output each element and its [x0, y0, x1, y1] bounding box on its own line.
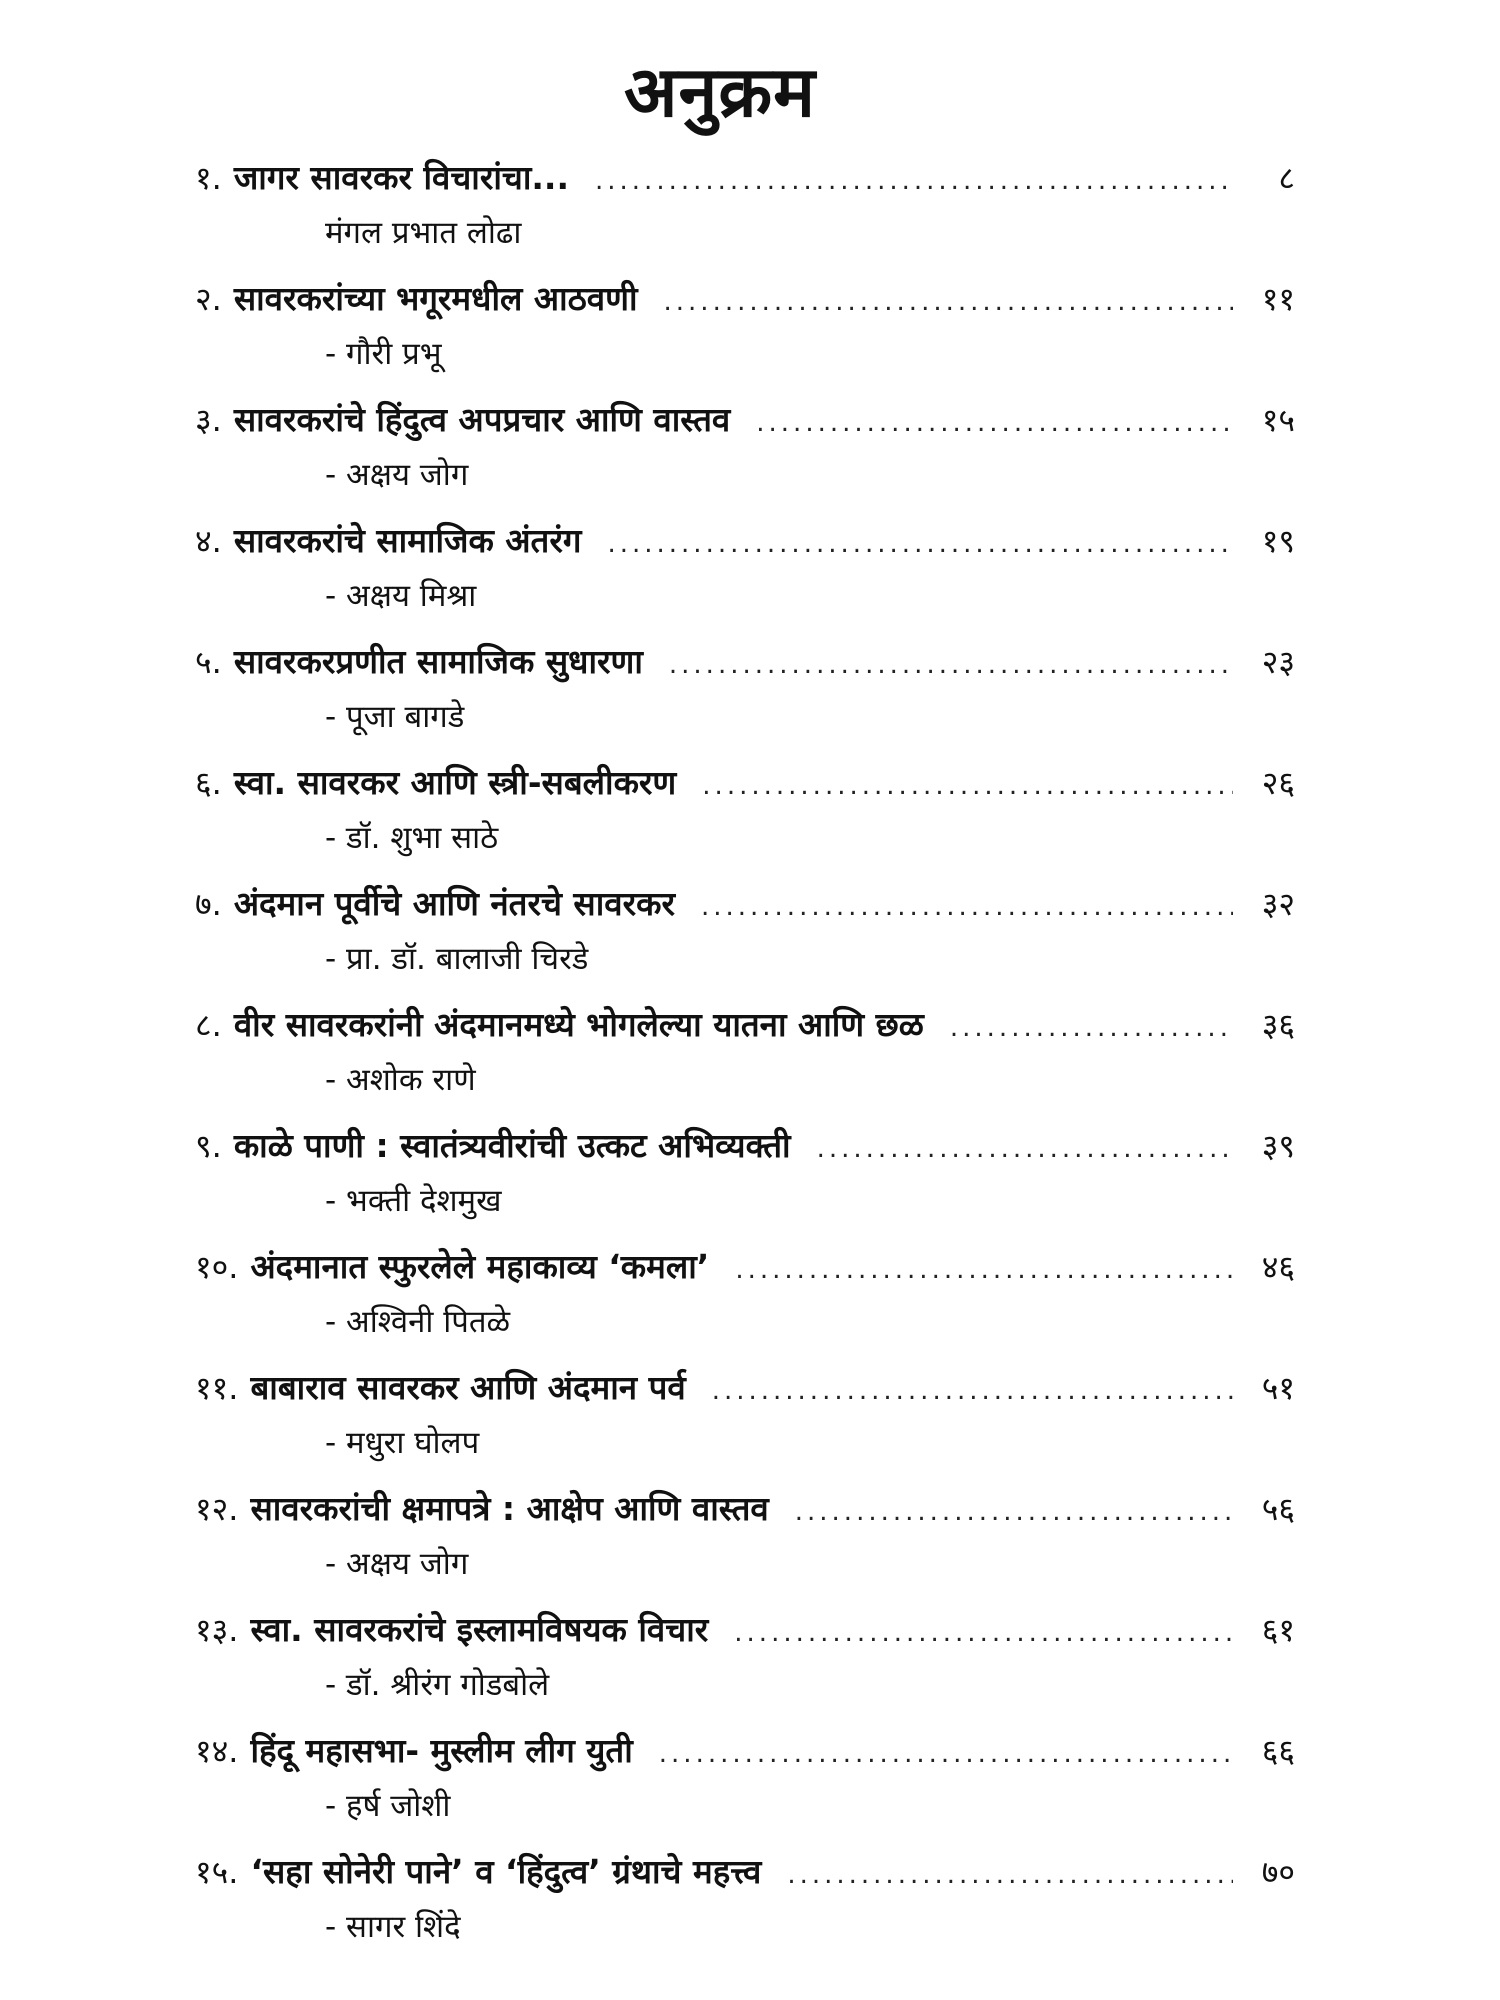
toc-entry: [195, 1723, 1295, 1844]
toc-entry: [195, 755, 1295, 876]
entry-number: १५.: [195, 1853, 239, 1891]
dot-leader: [735, 1242, 1233, 1298]
entry-author: - भक्ती देशमुख: [325, 1183, 502, 1219]
entry-author: - सागर शिंदे: [325, 1909, 461, 1945]
entry-number: ८.: [195, 1006, 222, 1044]
entry-number: ४.: [195, 522, 222, 560]
toc-entry: [195, 1481, 1295, 1602]
toc-entry: [195, 997, 1295, 1118]
entry-author: - मधुरा घोलप: [325, 1425, 480, 1461]
entry-title: स्वा. सावरकर आणि स्त्री-सबलीकरण: [233, 763, 677, 802]
toc-entry: [195, 1360, 1295, 1481]
entry-title: स्वा. सावरकरांचे इस्लामविषयक विचार: [250, 1610, 709, 1649]
entry-page-number: २६: [1261, 764, 1295, 802]
entry-page-number: १५: [1261, 401, 1295, 439]
dot-leader: [817, 1121, 1233, 1177]
toc-entry-line: [195, 513, 1295, 569]
entry-number: १.: [195, 159, 222, 197]
dot-leader: [795, 1484, 1233, 1540]
dot-leader: [712, 1363, 1233, 1419]
dot-leader: [701, 879, 1233, 935]
toc-entry: [195, 1118, 1295, 1239]
entry-number: १२.: [195, 1490, 239, 1528]
entry-page-number: १९: [1261, 522, 1295, 560]
entry-author: - डॉ. श्रीरंग गोडबोले: [325, 1667, 550, 1703]
dot-leader: [734, 1605, 1233, 1661]
entry-page-number: ६१: [1261, 1611, 1295, 1649]
toc-entry-line: [195, 1602, 1295, 1658]
entry-number: ६.: [195, 764, 222, 802]
entry-title: सावरकरांच्या भगूरमधील आठवणी: [233, 279, 638, 318]
entry-title: सावरकरांचे सामाजिक अंतरंग: [233, 521, 582, 560]
toc-entry-line: [195, 1723, 1295, 1779]
toc-entry-line: [195, 1360, 1295, 1416]
toc-entry-line: [195, 997, 1295, 1053]
toc-entry: [195, 876, 1295, 997]
toc-entry: [195, 150, 1295, 271]
entry-author: - अश्विनी पितळे: [325, 1304, 511, 1340]
dot-leader: [950, 1000, 1233, 1056]
entry-page-number: ३२: [1261, 885, 1295, 923]
entry-number: ५.: [195, 643, 222, 681]
toc-entry: [195, 1844, 1295, 1965]
entry-number: ११.: [195, 1369, 239, 1407]
entry-page-number: ३६: [1261, 1006, 1295, 1044]
entry-title: बाबाराव सावरकर आणि अंदमान पर्व: [250, 1368, 686, 1407]
entry-author: - पूजा बागडे: [325, 699, 465, 735]
entry-title: सावरकरांची क्षमापत्रे : आक्षेप आणि वास्तव: [250, 1489, 769, 1528]
toc-entry: [195, 1602, 1295, 1723]
entry-author: मंगल प्रभात लोढा: [325, 215, 522, 251]
dot-leader: [756, 395, 1233, 451]
toc-entry-line: [195, 1844, 1295, 1900]
toc-entry-line: [195, 271, 1295, 327]
dot-leader: [664, 274, 1233, 330]
entry-page-number: ५१: [1261, 1369, 1295, 1407]
entry-page-number: ३९: [1261, 1127, 1295, 1165]
toc-entry: [195, 392, 1295, 513]
entry-number: २.: [195, 280, 222, 318]
entry-title: वीर सावरकरांनी अंदमानमध्ये भोगलेल्या यातना आणि छळ: [233, 1005, 924, 1044]
dot-leader: [595, 153, 1233, 209]
entry-author: - गौरी प्रभू: [325, 336, 442, 372]
entry-author: - अक्षय मिश्रा: [325, 578, 477, 614]
entry-number: ७.: [195, 885, 222, 923]
toc-entry-line: [195, 1239, 1295, 1295]
entry-number: १४.: [195, 1732, 239, 1770]
entry-title: जागर सावरकर विचारांचा...: [233, 158, 569, 197]
toc-entry: [195, 271, 1295, 392]
entry-number: ३.: [195, 401, 222, 439]
toc-entry: [195, 634, 1295, 755]
entry-number: १३.: [195, 1611, 239, 1649]
toc-entry-line: [195, 634, 1295, 690]
toc-entry-line: [195, 392, 1295, 448]
entry-number: ९.: [195, 1127, 222, 1165]
entry-author: - डॉ. शुभा साठे: [325, 820, 499, 856]
entry-page-number: ११: [1261, 280, 1295, 318]
entry-title: अंदमानात स्फुरलेले महाकाव्य ‘कमला’: [250, 1247, 710, 1286]
entry-author: - अक्षय जोग: [325, 1546, 469, 1582]
dot-leader: [702, 758, 1233, 814]
entry-page-number: ४६: [1261, 1248, 1295, 1286]
toc-entry-line: [195, 150, 1295, 206]
entry-author: - हर्ष जोशी: [325, 1788, 451, 1824]
entry-title: ‘सहा सोनेरी पाने’ व ‘हिंदुत्व’ ग्रंथाचे महत्त्व: [250, 1852, 762, 1891]
dot-leader: [659, 1726, 1233, 1782]
toc-entry-line: [195, 876, 1295, 932]
toc-entry: [195, 1239, 1295, 1360]
page-title: अनुक्रम: [624, 51, 816, 133]
toc-entry-line: [195, 1118, 1295, 1174]
toc-entry: [195, 513, 1295, 634]
entry-page-number: ७०: [1261, 1853, 1295, 1891]
dot-leader: [787, 1847, 1233, 1903]
entry-title: हिंदू महासभा- मुस्लीम लीग युती: [250, 1731, 633, 1770]
entry-page-number: ५६: [1261, 1490, 1295, 1528]
entry-page-number: ८: [1278, 159, 1295, 197]
entry-title: सावरकरांचे हिंदुत्व अपप्रचार आणि वास्तव: [233, 400, 731, 439]
entry-author: - प्रा. डॉ. बालाजी चिरडे: [325, 941, 589, 977]
entry-title: काळे पाणी : स्वातंत्र्यवीरांची उत्कट अभिव्यक्ती: [233, 1126, 791, 1165]
toc-entry-line: [195, 755, 1295, 811]
entry-title: सावरकरप्रणीत सामाजिक सुधारणा: [233, 642, 643, 681]
entry-number: १०.: [195, 1248, 239, 1286]
toc-entry-line: [195, 1481, 1295, 1537]
entry-title: अंदमान पूर्वीचे आणि नंतरचे सावरकर: [233, 884, 675, 923]
entry-page-number: २३: [1261, 643, 1295, 681]
entry-author: - अशोक राणे: [325, 1062, 476, 1098]
dot-leader: [669, 637, 1233, 693]
dot-leader: [607, 516, 1233, 572]
entry-author: - अक्षय जोग: [325, 457, 469, 493]
entry-page-number: ६६: [1261, 1732, 1295, 1770]
table-of-contents: [195, 150, 1295, 1965]
